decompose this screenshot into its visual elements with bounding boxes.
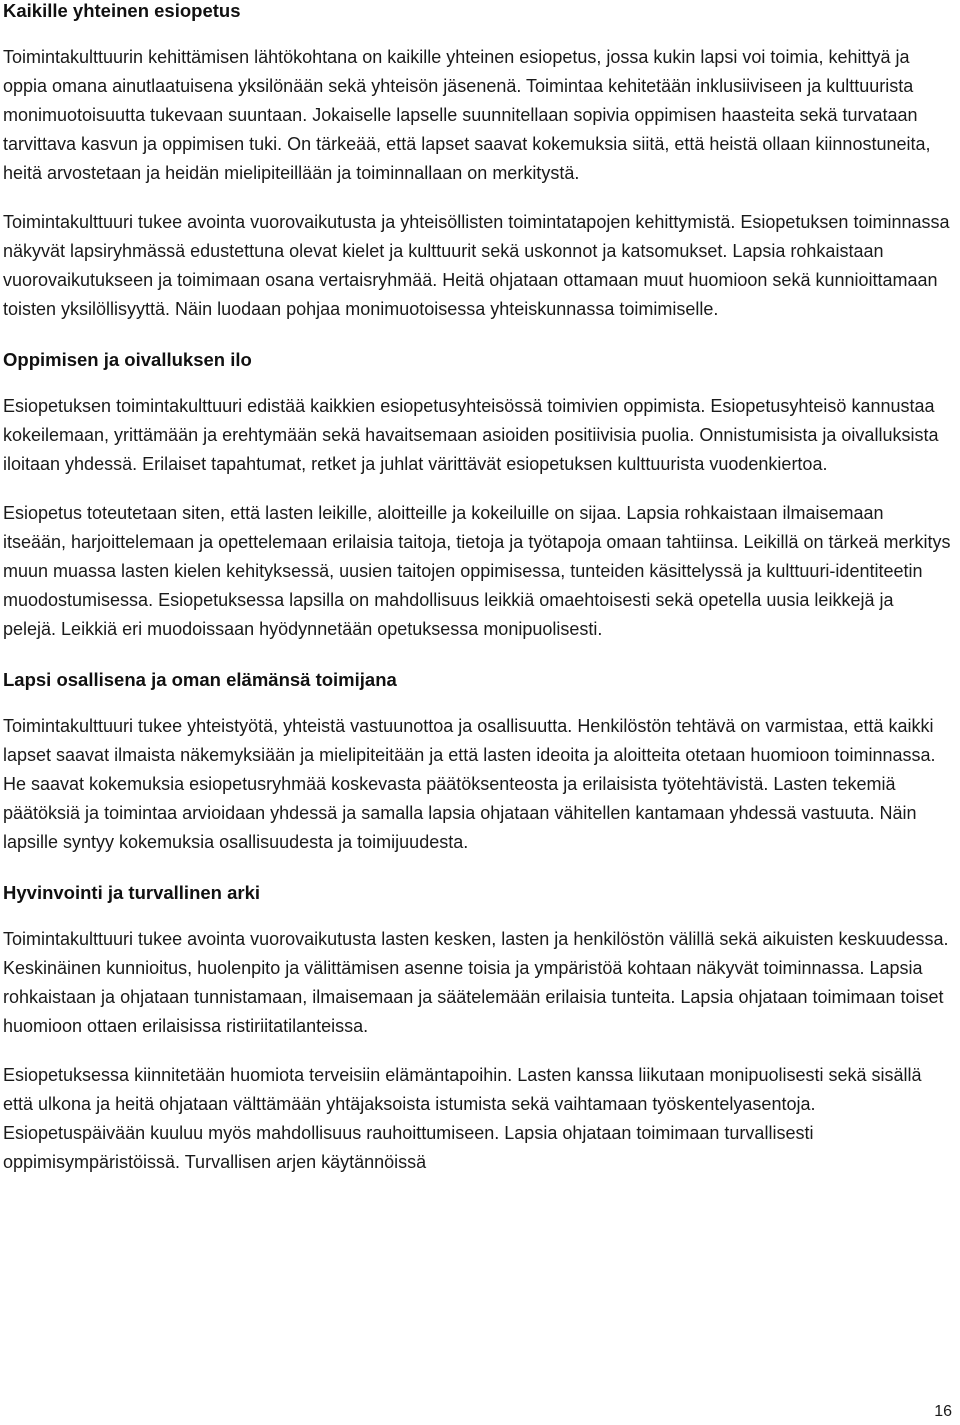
paragraph: Esiopetuksen toimintakulttuuri edistää kaikkien esiopetusyhteisössä toimivien oppimista. Esiopetusyhteisö kannustaa kokeilemaan, yrittämään ja erehtymään sekä havaitsemaan asioiden positiivisia puolia. Onnistumisista ja oivalluksista iloitaan yhdessä. Erilaiset tapahtumat, retket ja juhlat värittävät esiopetuksen kulttuurista vuodenkiertoa. — [3, 396, 939, 474]
paragraph: Esiopetuksessa kiinnitetään huomiota terveisiin elämäntapoihin. Lasten kanssa liikutaan monipuolisesti sekä sisällä että ulkona ja heitä ohjataan välttämään yhtäjaksoista istumista sekä vaihtamaan työskentelyasentoja. Esiopetuspäivään kuuluu myös mahdollisuus rauhoittumiseen. Lapsia ohjataan toimimaan turvallisesti oppimisympäristöissä. Turvallisen arjen käytännöissä — [3, 1065, 922, 1172]
document-page — [3, 0, 951, 1177]
section-heading-hyvinvointi-ja-turvallinen-arki: Hyvinvointi ja turvallinen arki — [3, 882, 261, 903]
paragraph: Esiopetus toteutetaan siten, että lasten leikille, aloitteille ja kokeiluille on sijaa. Lapsia rohkaistaan ilmaisemaan itseään, harjoittelemaan ja opettelemaan erilaisia taitoja, tietoja ja työtapoja omaan tahtiinsa. Leikillä on tärkeä merkitys muun muassa lasten kielen kehityksessä, uusien taitojen oppimisessa, tunteiden käsittelyssä ja kulttuuri-identiteetin muodostumisessa. Esiopetuksessa lapsilla on mahdollisuus leikkiä omaehtoisesti sekä opetella uusia leikkejä ja pelejä. Leikkiä eri muodoissaan hyödynnetään opetuksessa monipuolisesti. — [3, 503, 951, 639]
section-heading-oppimisen-ja-oivalluksen-ilo: Oppimisen ja oivalluksen ilo — [3, 349, 252, 370]
section-heading-kaikille-yhteinen-esiopetus: Kaikille yhteinen esiopetus — [3, 0, 241, 21]
section-heading-lapsi-osallisena: Lapsi osallisena ja oman elämänsä toimijana — [3, 669, 397, 690]
paragraph: Toimintakulttuuri tukee yhteistyötä, yhteistä vastuunottoa ja osallisuutta. Henkilöstön tehtävä on varmistaa, että kaikki lapset saavat ilmaista näkemyksiään ja mielipiteitään ja että lasten ideoita ja aloitteita otetaan huomioon toiminnassa. He saavat kokemuksia esiopetusryhmää koskevasta päätöksenteosta ja erilaisista työtehtävistä. Lasten tekemiä päätöksiä ja toimintaa arvioidaan yhdessä ja samalla lapsia ohjataan vähitellen kantamaan yhdessä vastuuta. Näin lapsille syntyy kokemuksia osallisuudesta ja toimijuudesta. — [3, 716, 936, 852]
paragraph: Toimintakulttuuri tukee avointa vuorovaikutusta ja yhteisöllisten toimintatapojen kehittymistä. Esiopetuksen toiminnassa näkyvät lapsiryhmässä edustettuna olevat kielet ja kulttuurit sekä uskonnot ja katsomukset. Lapsia rohkaistaan vuorovaikutukseen ja toimimaan osana vertaisryhmää. Heitä ohjataan ottamaan muut huomioon sekä kunnioittamaan toisten yksilöllisyyttä. Näin luodaan pohjaa monimuotoisessa yhteiskunnassa toimimiselle. — [3, 212, 950, 319]
page-number: 16 — [934, 1403, 952, 1420]
paragraph: Toimintakulttuuri tukee avointa vuorovaikutusta lasten kesken, lasten ja henkilöstön välillä sekä aikuisten keskuudessa. Keskinäinen kunnioitus, huolenpito ja välittämisen asenne toisia ja ympäristöä kohtaan näkyvät toiminnassa. Lapsia rohkaistaan ja ohjataan tunnistamaan, ilmaisemaan ja säätelemään erilaisia tunteita. Lapsia ohjataan toimimaan toiset huomioon ottaen erilaisissa ristiriitatilanteissa. — [3, 929, 949, 1036]
paragraph: Toimintakulttuurin kehittämisen lähtökohtana on kaikille yhteinen esiopetus, jossa kukin lapsi voi toimia, kehittyä ja oppia omana ainutlaatuisena yksilönään sekä yhteisön jäsenenä. Toimintaa kehitetään inklusiiviseen ja kulttuurista monimuotoisuutta tukevaan suuntaan. Jokaiselle lapselle suunnitellaan sopivia oppimisen haasteita sekä turvataan tarvittava kasvun ja oppimisen tuki. On tärkeää, että lapset saavat kokemuksia siitä, että heistä ollaan kiinnostuneita, heitä arvostetaan ja heidän mielipiteillään ja toiminnallaan on merkitystä. — [3, 47, 931, 183]
